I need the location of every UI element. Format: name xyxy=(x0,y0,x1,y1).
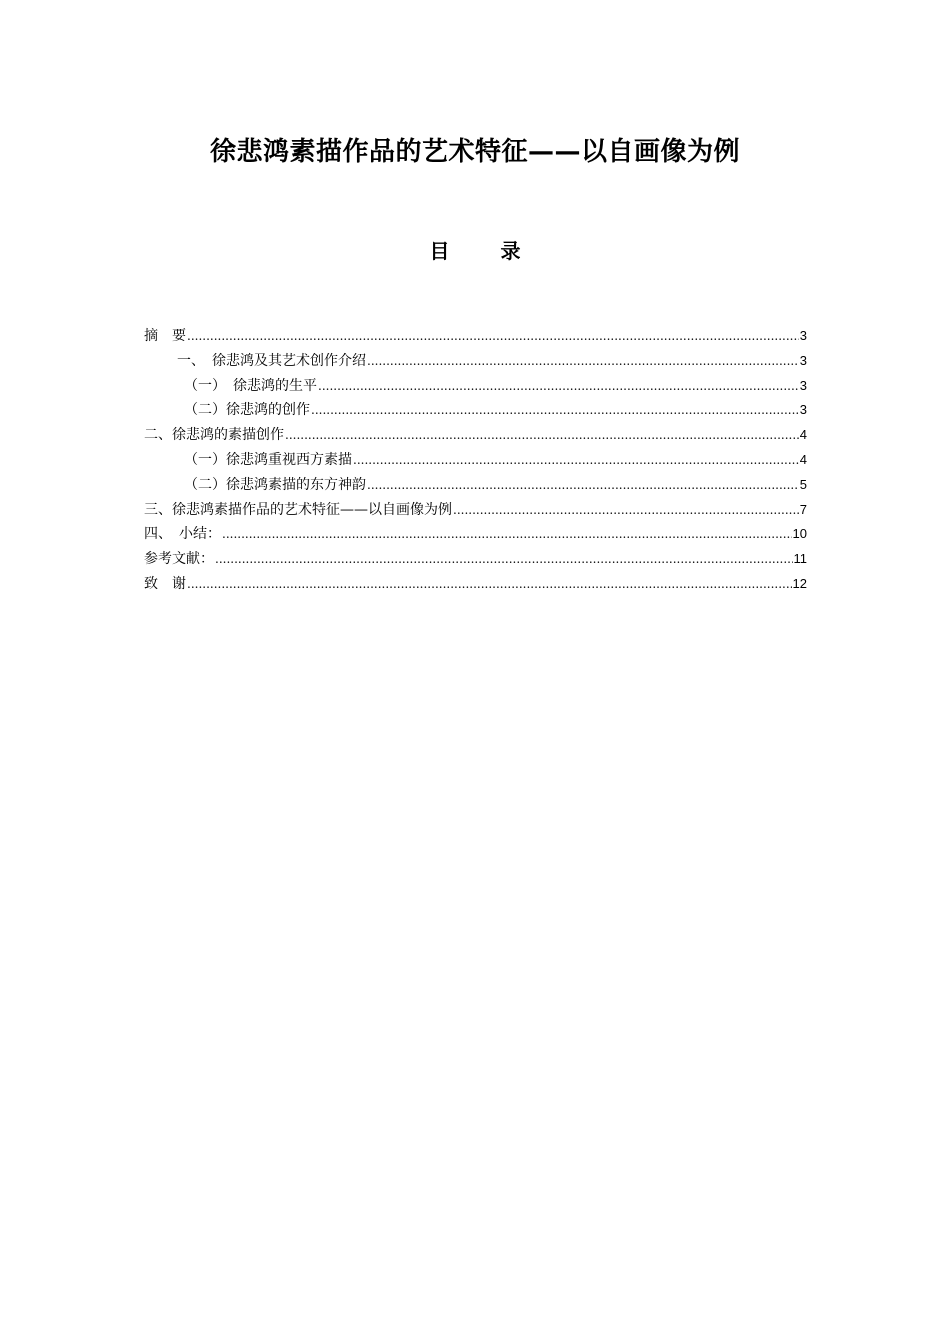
toc-page-number: 11 xyxy=(793,551,807,567)
toc-dot-leader xyxy=(453,498,799,523)
toc-entry-text: 摘 要 xyxy=(144,328,186,344)
toc-dot-leader xyxy=(187,572,792,597)
toc-entry-text: （一） 徐悲鸿的生平 xyxy=(184,377,317,394)
toc-page-number: 7 xyxy=(799,501,807,517)
toc-entry-text: （一）徐悲鸿重视西方素描 xyxy=(184,451,352,468)
table-of-contents xyxy=(144,324,807,597)
toc-entry-text: （二）徐悲鸿的创作 xyxy=(184,402,310,419)
toc-entry-section-1-1[interactable] xyxy=(144,374,807,399)
toc-entry-acknowledgements[interactable] xyxy=(144,572,807,597)
toc-dot-leader xyxy=(353,448,799,473)
toc-entry-abstract[interactable] xyxy=(144,324,807,349)
toc-dot-leader xyxy=(222,522,792,547)
toc-entry-text: 一、 徐悲鸿及其艺术创作介绍 xyxy=(177,352,366,369)
toc-dot-leader xyxy=(318,374,799,399)
toc-entry-section-4[interactable] xyxy=(144,522,807,547)
toc-dot-leader xyxy=(187,324,799,349)
toc-page-number: 4 xyxy=(799,427,807,443)
toc-heading: 目 录 xyxy=(429,239,543,263)
document-title: 徐悲鸿素描作品的艺术特征——以自画像为例 xyxy=(209,137,740,167)
toc-page-number: 3 xyxy=(799,352,807,368)
toc-entry-section-1[interactable] xyxy=(144,349,807,374)
toc-entry-text: 四、 小结： xyxy=(144,526,221,543)
toc-page-number: 4 xyxy=(799,451,807,467)
toc-entry-text: （二）徐悲鸿素描的东方神韵 xyxy=(184,476,366,493)
toc-page-number: 3 xyxy=(799,377,807,393)
toc-dot-leader xyxy=(367,349,799,374)
toc-entry-text: 三、徐悲鸿素描作品的艺术特征——以自画像为例 xyxy=(144,501,452,518)
toc-page-number: 5 xyxy=(799,476,807,492)
toc-page-number: 10 xyxy=(792,526,807,542)
toc-entry-text: 参考文献： xyxy=(144,551,214,568)
toc-entry-text: 致 谢 xyxy=(144,575,186,592)
toc-entry-section-1-2[interactable] xyxy=(144,398,807,423)
toc-entry-section-2-2[interactable] xyxy=(144,473,807,498)
toc-page-number: 12 xyxy=(792,575,807,591)
toc-entry-section-3[interactable] xyxy=(144,498,807,523)
toc-page-number: 3 xyxy=(799,402,807,418)
toc-entry-text: 二、徐悲鸿的素描创作 xyxy=(144,427,284,444)
toc-dot-leader xyxy=(367,473,799,498)
toc-dot-leader xyxy=(215,547,793,572)
toc-dot-leader xyxy=(285,423,799,448)
toc-entry-references[interactable] xyxy=(144,547,807,572)
toc-entry-section-2[interactable] xyxy=(144,423,807,448)
toc-entry-section-2-1[interactable] xyxy=(144,448,807,473)
toc-dot-leader xyxy=(311,398,799,423)
toc-page-number: 3 xyxy=(799,328,807,343)
